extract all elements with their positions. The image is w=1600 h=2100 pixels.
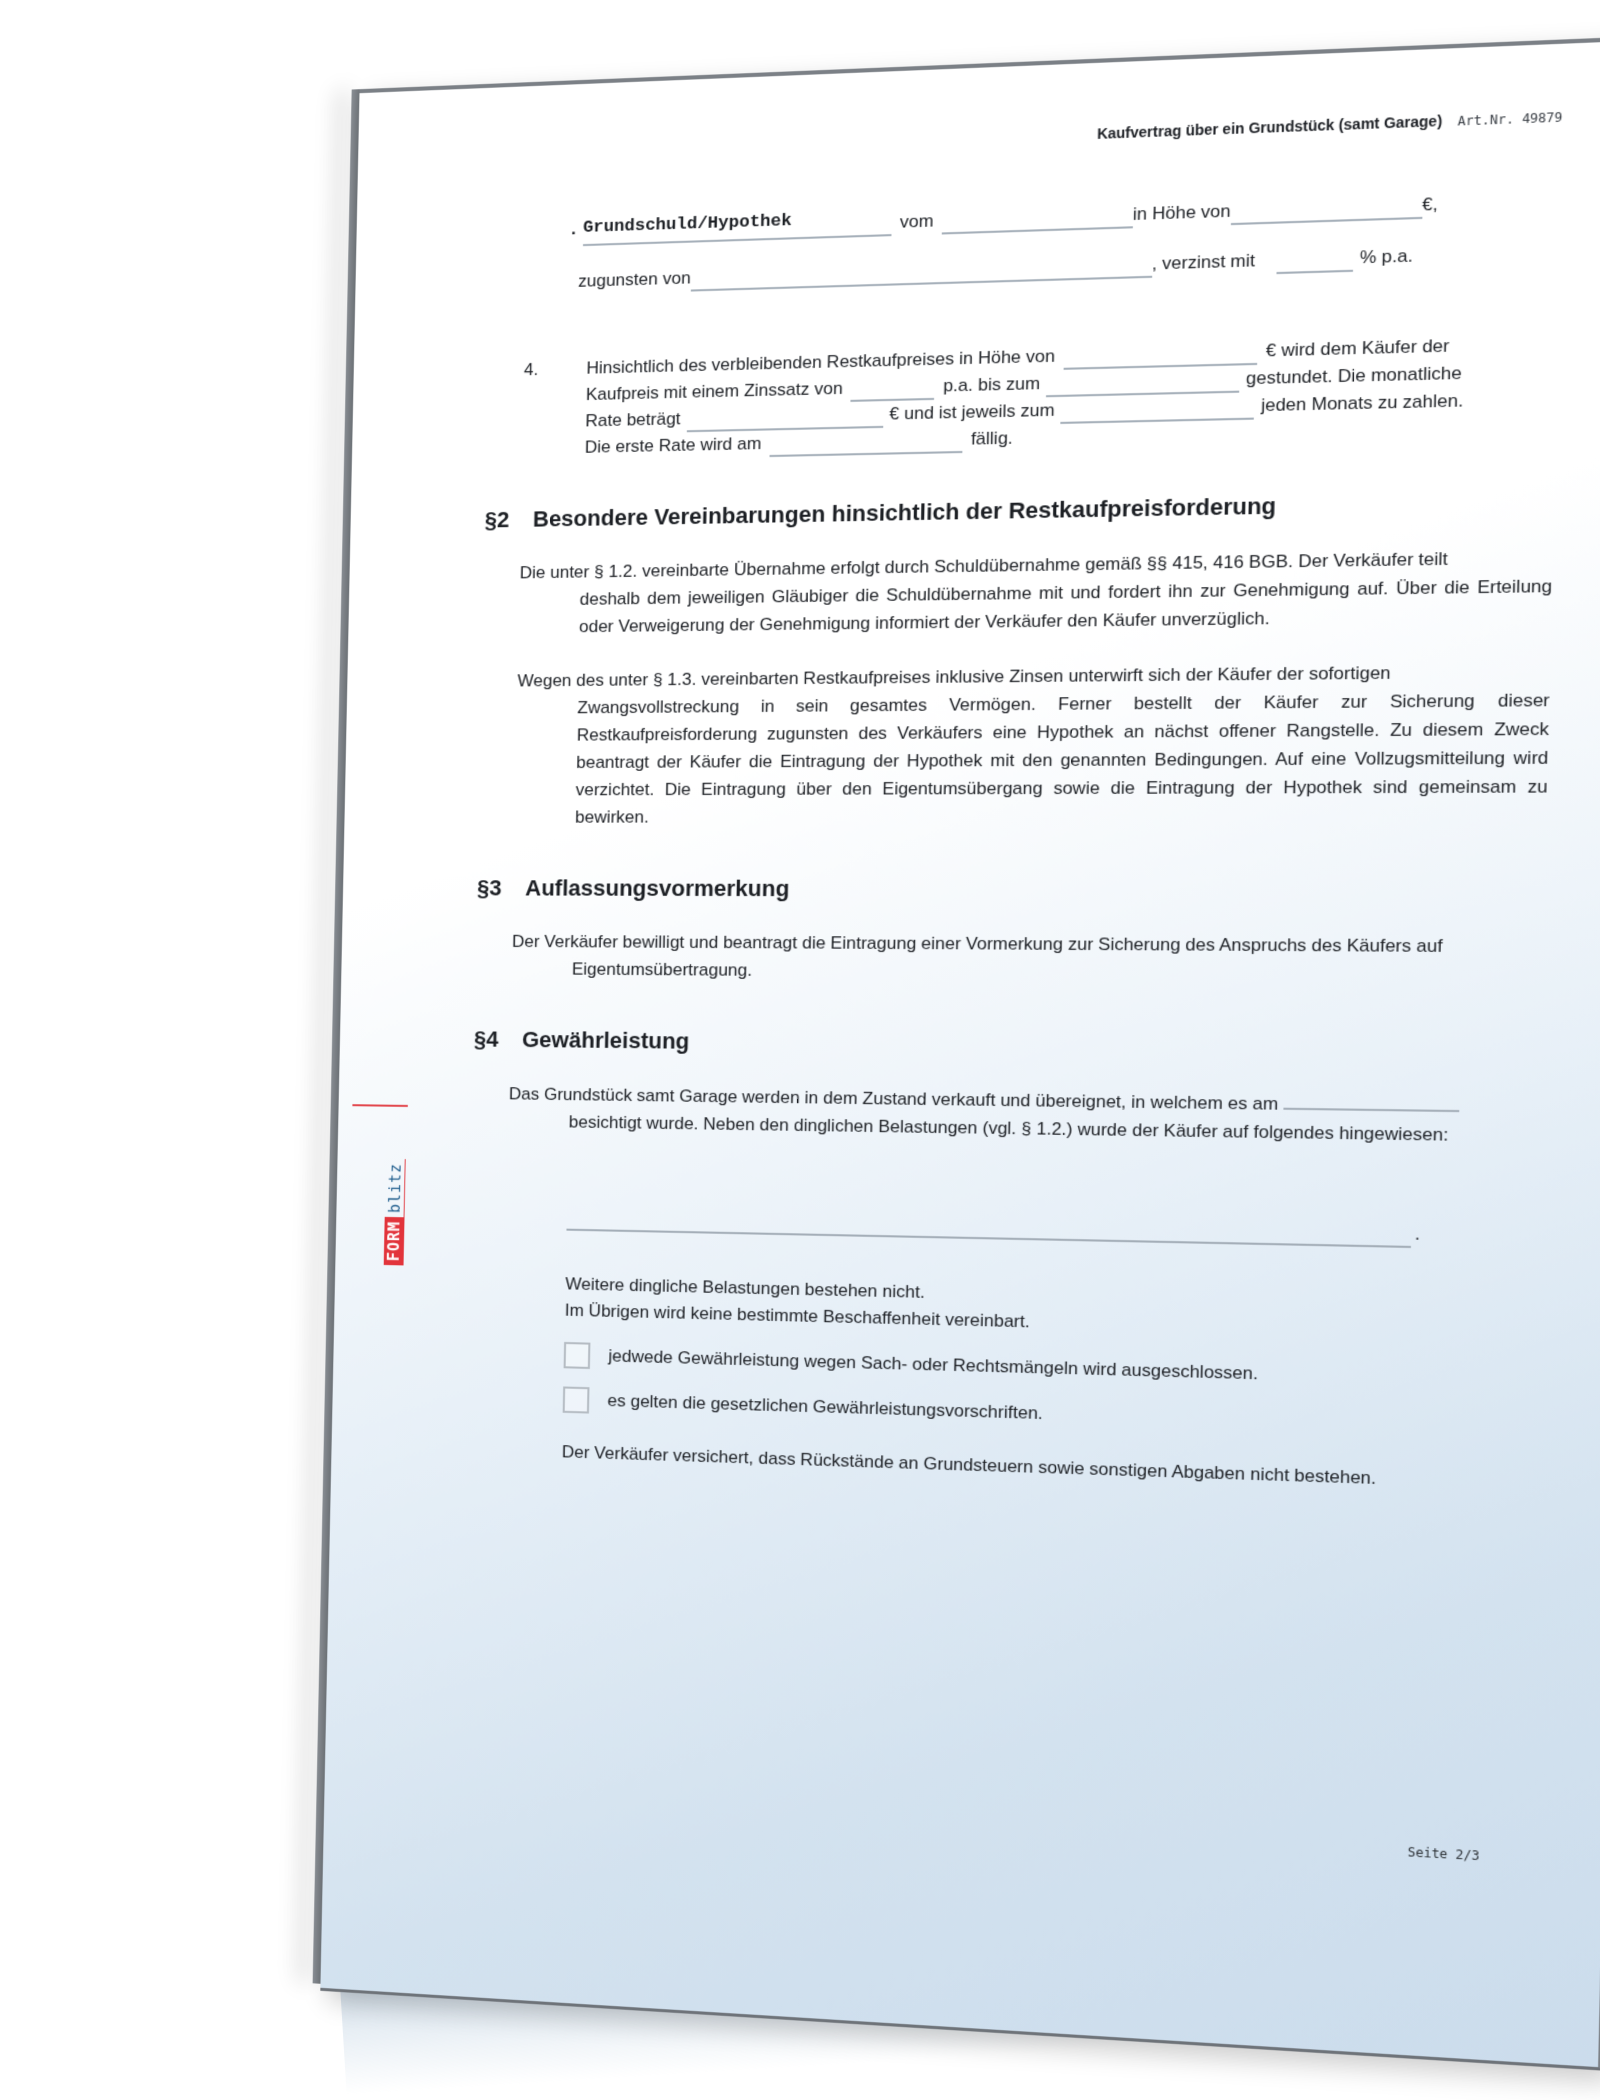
section-3-paragraph <box>511 928 1544 990</box>
paragraph-continuation: deshalb dem jeweiligen Gläubiger die Schuldübernahme mit und fordert ihn zur Genehmigung auf. Über die Erteilung oder Verweigerung der Genehmigung informiert der Verkäufer den Käufer unverzüglich. <box>578 576 1553 637</box>
document-content <box>465 182 1561 1497</box>
clause-text: gestundet. Die monatliche <box>1245 363 1462 389</box>
option-label: jedwede Gewährleistung wegen Sach- oder Rechtsmängeln wird ausgeschlossen. <box>608 1346 1259 1384</box>
clause-text: p.a. bis zum <box>942 373 1041 396</box>
monthly-rate-field[interactable] <box>686 407 883 432</box>
interest-rate-field[interactable] <box>1276 251 1353 274</box>
paragraph-first-line: Wegen des unter § 1.3. vereinbarten Restkaufpreises inklusive Zinsen unterwirft sich der Käufer der sofortigen <box>517 662 1391 691</box>
section-number: §2 <box>484 506 510 533</box>
clause-item-4 <box>486 330 1558 463</box>
beneficiary-label: zugunsten von <box>578 268 691 291</box>
section-2-paragraph-2 <box>514 657 1550 831</box>
clause-text: € und ist jeweils zum <box>889 400 1055 424</box>
beneficiary-field[interactable] <box>690 257 1152 292</box>
clause-4-text <box>585 330 1558 461</box>
clause-text: Hinsichtlich des verbleibenden Restkaufpreises in Höhe von <box>586 346 1056 378</box>
clause-text: Kaufpreis mit einem Zinssatz von <box>585 378 843 405</box>
checkbox[interactable] <box>563 1386 590 1413</box>
option-statutory-warranty[interactable] <box>563 1386 1534 1442</box>
logo-form: FORM <box>384 1217 405 1266</box>
section-3-heading <box>477 875 1546 904</box>
clause-text: fällig. <box>970 428 1014 449</box>
section-4-paragraph <box>508 1079 1541 1150</box>
formblitz-logo <box>383 1105 408 1266</box>
section-4-heading <box>474 1026 1543 1064</box>
paragraph-continuation: Eigentumsübertragung. <box>571 959 753 980</box>
amount-field[interactable] <box>1230 198 1422 225</box>
page-header <box>1097 108 1563 142</box>
no-specific-condition: Im Übrigen wird keine bestimmte Beschaffenheit vereinbart. <box>564 1300 1031 1332</box>
interest-label: , verzinst mit <box>1151 250 1256 274</box>
currency-symbol: €, <box>1421 194 1439 215</box>
document-title: Kaufvertrag über ein Grundstück (samt Garage) <box>1096 112 1443 143</box>
notes-field[interactable] <box>566 1227 1411 1248</box>
payment-day-field[interactable] <box>1061 399 1255 424</box>
document-page-wrapper <box>320 36 1600 2063</box>
encumbrance-row-2 <box>578 238 1560 295</box>
section-number: §3 <box>476 875 502 901</box>
bullet-dot: · <box>570 223 578 243</box>
section-title: Besondere Vereinbarungen hinsichtlich der Restkaufpreisforderung <box>532 492 1277 532</box>
paragraph-continuation: Zwangsvollstreckung in sein gesamtes Vermögen. Ferner bestellt der Käufer zur Sicherung dieser Restkaufpreisforderung zugunsten des Verkäufers eine Hypothek an nächst offener Rangstelle. Zu diesem Zweck beantragt der Käufer die Eintragung der Hypothek mit den genannten Bedingungen. Auf eine Vollzugsmitteilung wird verzichtet. Die Eintragung über den Eigentumsübergang sowie die Eintragung der Hypothek sind gemeinsam zu bewirken. <box>574 690 1550 827</box>
section-2-paragraph-1 <box>518 543 1553 641</box>
first-rate-date-field[interactable] <box>769 432 962 457</box>
checkbox[interactable] <box>564 1342 591 1369</box>
document-page <box>320 36 1600 2071</box>
section-title: Gewährleistung <box>521 1026 690 1054</box>
vom-label: vom <box>899 211 934 232</box>
logo-text <box>383 1105 408 1266</box>
paragraph-first-line: Die unter § 1.2. vereinbarte Übernahme erfolgt durch Schuldübernahme gemäß §§ 415, 416 BGB. Der Verkäufer teilt <box>519 548 1449 583</box>
clause-text: € wird dem Käufer der <box>1265 335 1450 361</box>
date-field[interactable] <box>942 207 1134 234</box>
paragraph-first-line: Das Grundstück samt Garage werden in dem Zustand verkauft und übereignet, in welchem es am <box>508 1084 1279 1114</box>
encumbrance-row-1 <box>490 182 1561 249</box>
article-number: Art.Nr. 49879 <box>1457 109 1563 129</box>
clause-text: Die erste Rate wird am <box>584 433 762 457</box>
paragraph-continuation: besichtigt wurde. Neben den dinglichen Belastungen (vgl. § 1.2.) wurde der Käufer auf folgendes hingewiesen: <box>568 1112 1449 1145</box>
clause-number: 4. <box>523 359 539 380</box>
amount-label: in Höhe von <box>1132 201 1231 225</box>
interest-rate-field-2[interactable] <box>851 379 935 402</box>
tax-arrears-assurance: Der Verkäufer versichert, dass Rückstände an Grundsteuern sowie sonstigen Abgaben nicht bestehen. <box>561 1442 1377 1489</box>
page-number: Seite 2/3 <box>1407 1844 1480 1864</box>
inspection-date-field[interactable] <box>1283 1089 1459 1112</box>
section-2-heading <box>484 488 1554 534</box>
logo-blitz: blitz <box>384 1158 406 1217</box>
paragraph-first-line: Der Verkäufer bewilligt und beantragt die Eintragung einer Vormerkung zur Sicherung des Anspruchs des Käufers auf <box>511 931 1443 957</box>
interest-unit: % p.a. <box>1359 245 1414 268</box>
no-further-encumbrances: Weitere dingliche Belastungen bestehen nicht. <box>565 1274 926 1302</box>
option-warranty-excluded[interactable] <box>564 1342 1535 1395</box>
section-title: Auflassungsvormerkung <box>524 875 790 902</box>
encumbrance-type-field[interactable]: Grundschuld/Hypothek <box>583 205 892 246</box>
section-number: §4 <box>473 1026 499 1052</box>
clause-text: Rate beträgt <box>585 408 681 431</box>
clause-text: jeden Monats zu zahlen. <box>1260 390 1464 416</box>
option-label: es gelten die gesetzlichen Gewährleistungsvorschriften. <box>607 1390 1044 1424</box>
